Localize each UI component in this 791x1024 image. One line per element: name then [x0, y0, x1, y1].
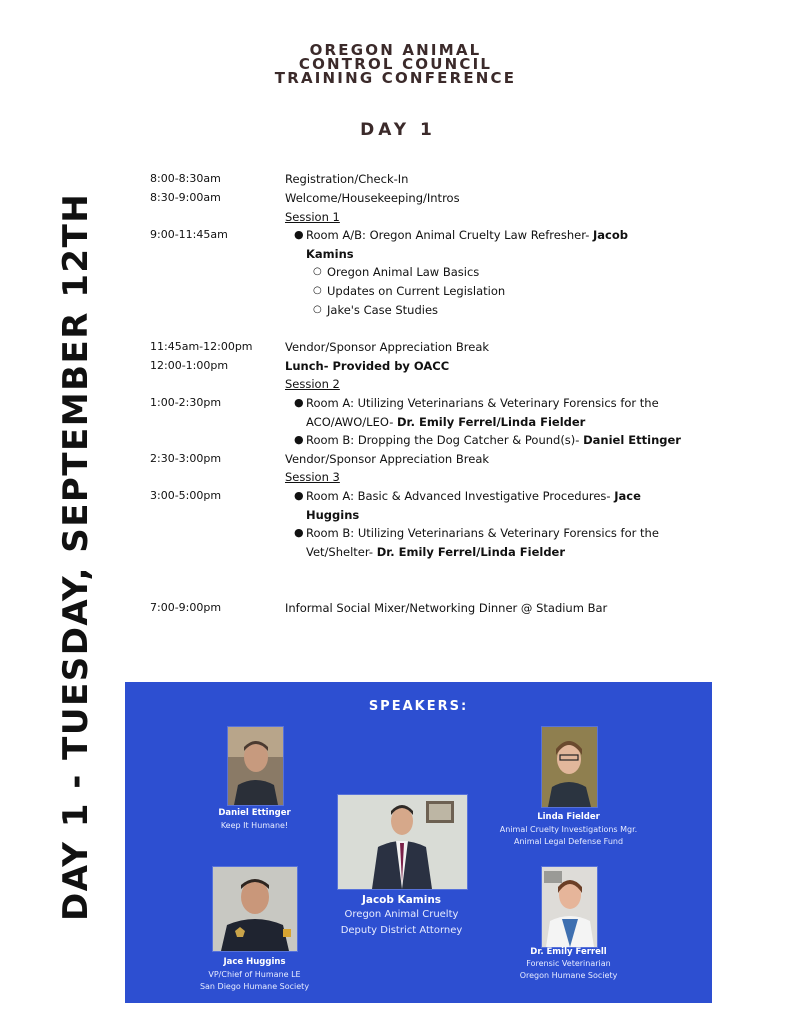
linda-title: Animal Cruelty Investigations Mgr. [499, 825, 638, 834]
daniel-photo [227, 726, 284, 806]
jacob-org: Oregon Animal Cruelty [344, 909, 459, 920]
speakers-title: SPEAKERS: [368, 699, 469, 714]
session-1-heading: Session 1 [285, 210, 340, 224]
bullet: ● [294, 396, 304, 409]
bullet: ● [294, 489, 304, 502]
jacob-photo [337, 794, 468, 890]
session-3-heading: Session 3 [285, 470, 340, 484]
desc-r1: Registration/Check-In [285, 172, 409, 186]
linda-photo [541, 726, 598, 808]
speakers-panel [125, 682, 712, 1003]
time-r1: 8:00-8:30am [150, 172, 221, 185]
linda-org: Animal Legal Defense Fund [513, 837, 624, 846]
time-r9: 7:00-9:00pm [150, 601, 222, 614]
day-title: DAY 1 [360, 120, 436, 140]
session-2-room-a: Room A: Utilizing Veterinarians & Veterinary Forensics for the [306, 396, 659, 410]
emily-title: Forensic Veterinarian [526, 959, 611, 968]
conference-title-line1: OREGON ANIMAL [309, 41, 482, 59]
daniel-name: Daniel Ettinger [218, 808, 291, 818]
time-r6: 1:00-2:30pm [150, 396, 222, 409]
desc-r2: Welcome/Housekeeping/Intros [285, 191, 460, 205]
conference-title-line3: TRAINING CONFERENCE [274, 69, 517, 87]
session-3-room-a: Room A: Basic & Advanced Investigative Procedures- Jace [306, 489, 641, 503]
side-title: DAY 1 - TUESDAY, SEPTEMBER 12TH [56, 192, 96, 921]
emily-org: Oregon Humane Society [519, 971, 618, 980]
session-3-room-b-cont: Vet/Shelter- Dr. Emily Ferrel/Linda Fielder [306, 545, 566, 559]
session-2-room-b: Room B: Dropping the Dog Catcher & Pound(s)- Daniel Ettinger [306, 433, 681, 447]
time-r2: 8:30-9:00am [150, 191, 221, 204]
time-r4: 11:45am-12:00pm [150, 340, 253, 353]
jace-photo [212, 866, 298, 952]
bullet: ● [294, 526, 304, 539]
jacob-name: Jacob Kamins [361, 894, 442, 906]
emily-name: Dr. Emily Ferrell [530, 947, 607, 957]
sub-bullet: ○ [313, 285, 322, 296]
sub-bullet: ○ [313, 266, 322, 277]
time-r3: 9:00-11:45am [150, 228, 228, 241]
desc-r7: Vendor/Sponsor Appreciation Break [285, 452, 490, 466]
sub-item-3: Jake's Case Studies [327, 303, 439, 317]
desc-r4: Vendor/Sponsor Appreciation Break [285, 340, 490, 354]
jace-title: VP/Chief of Humane LE [208, 970, 301, 979]
sub-item-2: Updates on Current Legislation [327, 284, 506, 298]
jace-name: Jace Huggins [223, 957, 286, 967]
session-1-room-ab: Room A/B: Oregon Animal Cruelty Law Refresher- Jacob [306, 228, 629, 242]
jacob-title: Deputy District Attorney [340, 925, 463, 936]
time-r8: 3:00-5:00pm [150, 489, 222, 502]
session-1-speaker-cont: Kamins [306, 247, 354, 261]
sub-item-1: Oregon Animal Law Basics [327, 265, 480, 279]
desc-r9: Informal Social Mixer/Networking Dinner @ Stadium Bar [285, 601, 608, 615]
daniel-org: Keep It Humane! [220, 821, 289, 830]
bullet: ● [294, 433, 304, 446]
session-2-heading: Session 2 [285, 377, 340, 391]
linda-name: Linda Fielder [537, 812, 600, 822]
conference-title-line2: CONTROL COUNCIL [298, 55, 493, 73]
conference-title [180, 43, 611, 85]
time-r5: 12:00-1:00pm [150, 359, 229, 372]
session-2-room-a-cont: ACO/AWO/LEO- Dr. Emily Ferrel/Linda Fielder [306, 415, 586, 429]
time-r7: 2:30-3:00pm [150, 452, 222, 465]
sub-bullet: ○ [313, 304, 322, 315]
session-3-room-b: Room B: Utilizing Veterinarians & Veterinary Forensics for the [306, 526, 659, 540]
bullet: ● [294, 228, 304, 241]
emily-photo [541, 866, 598, 948]
jace-org: San Diego Humane Society [199, 982, 310, 991]
session-3-room-a-cont: Huggins [306, 508, 360, 522]
desc-r5: Lunch- Provided by OACC [285, 359, 450, 373]
